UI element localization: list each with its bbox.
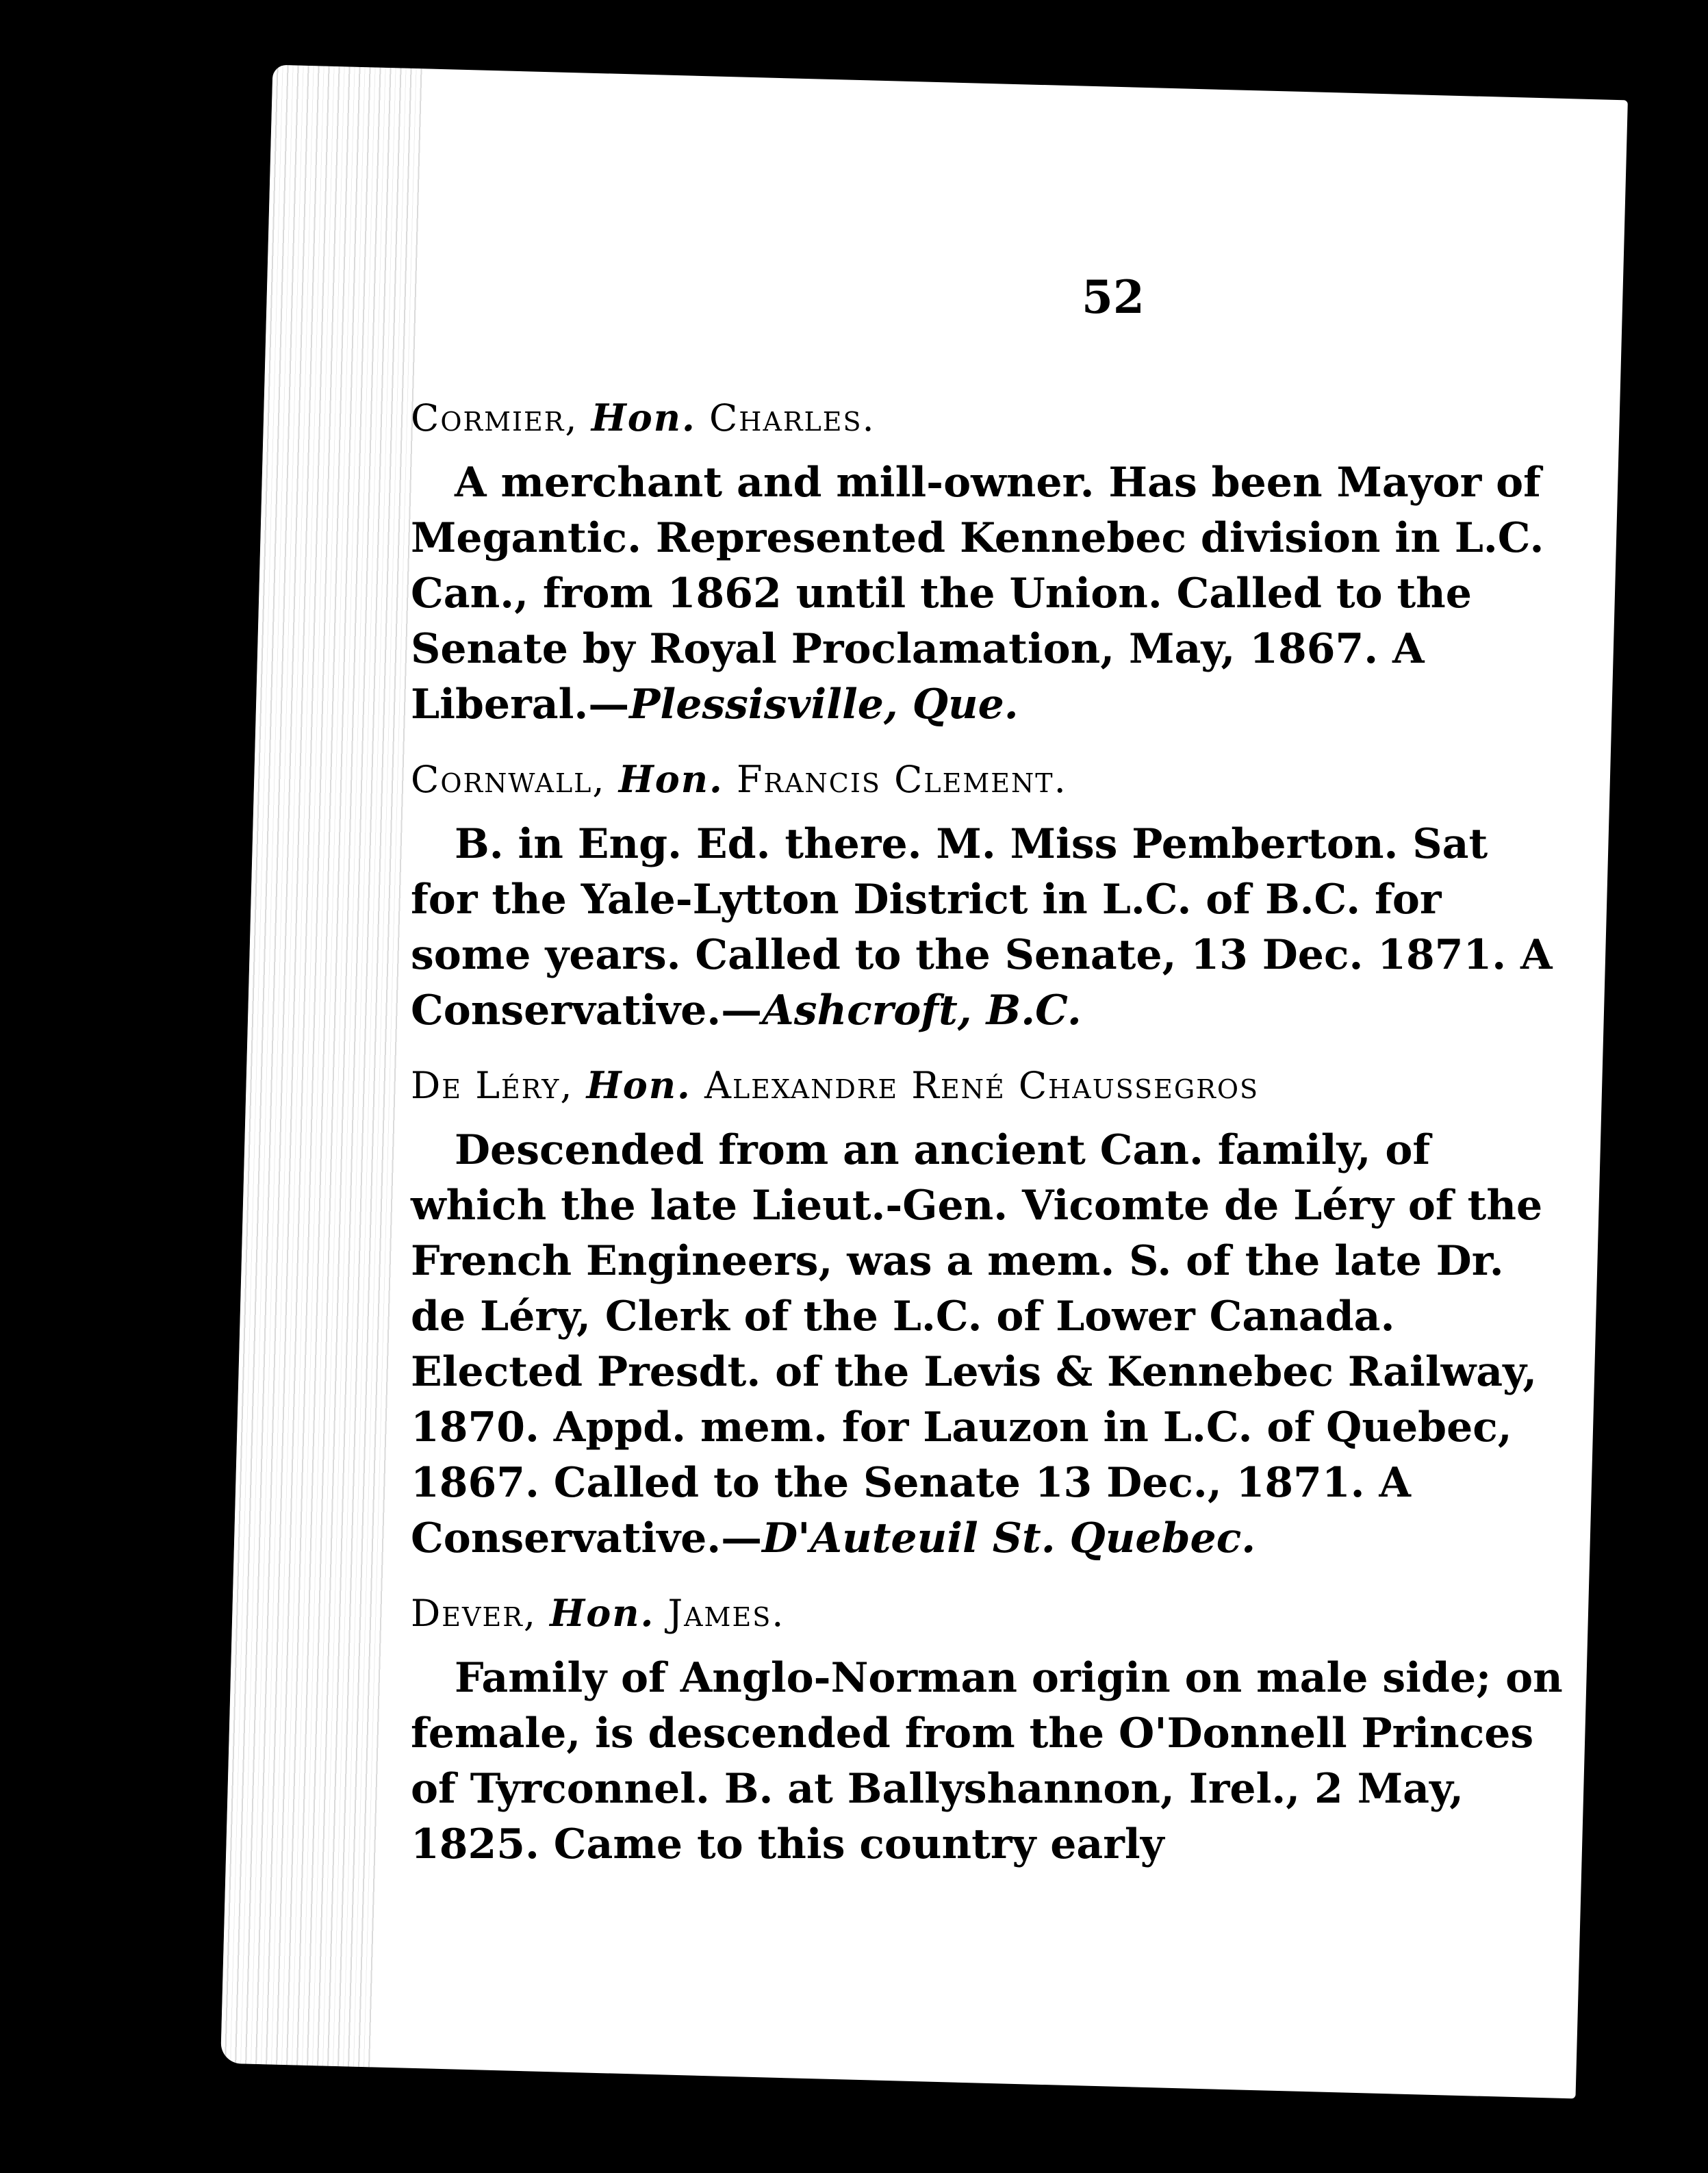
entry-surname: Dever,	[411, 1592, 537, 1635]
entry-residence: Ashcroft, B.C.	[762, 987, 1082, 1034]
entry-given-name: Charles.	[709, 396, 876, 440]
entry-text: Descended from an ancient Can. family, of which the late Lieut.-Gen. Vicomte de Léry of the French Engineers, was a mem. S. of the late Dr. de Léry, Clerk of the L.C. of Lower Canada. Elected Presdt. of the Levis & Kennebec Railway, 1870. Appd. mem. for Lauzon in L.C. of Quebec, 1867. Called to the Senate 13 Dec., 1871. A Conservative.—	[411, 1126, 1543, 1562]
entry-body	[411, 817, 1568, 1039]
entry-cormier	[411, 390, 1568, 733]
entry-given-name: James.	[667, 1592, 785, 1635]
entry-honorific: Hon.	[618, 757, 724, 801]
entry-body	[411, 455, 1568, 733]
entry-residence: D'Auteuil St. Quebec.	[762, 1514, 1256, 1562]
entry-text: B. in Eng. Ed. there. M. Miss Pemberton. Sat for the Yale-Lytton District in L.C. of B.C. for some years. Called to the Senate, 13 Dec. 1871. A Conservative.—	[411, 820, 1553, 1034]
entry-given-name: Alexandre René Chaussegros	[704, 1064, 1260, 1107]
entry-surname: De Léry,	[411, 1064, 574, 1107]
entry-body	[411, 1651, 1568, 1872]
entry-heading	[411, 752, 1568, 807]
entry-text: Family of Anglo-Norman origin on male side; on female, is descended from the O'Donnell Princes of Tyrconnel. B. at Ballyshannon, Irel., 2 May, 1825. Came to this country early	[411, 1654, 1563, 1868]
entry-dever	[411, 1586, 1568, 1872]
entry-de-lery	[411, 1058, 1568, 1566]
entry-text: A merchant and mill-owner. Has been Mayor of Megantic. Represented Kennebec division in L.C. Can., from 1862 until the Union. Called to the Senate by Royal Proclamation, May, 1867. A Liberal.—	[411, 459, 1544, 728]
entry-heading	[411, 1058, 1568, 1113]
page-text	[411, 260, 1568, 1892]
entry-heading	[411, 1586, 1568, 1641]
entry-surname: Cornwall,	[411, 758, 606, 801]
entry-body	[411, 1123, 1568, 1566]
entry-residence: Plessisville, Que.	[629, 681, 1019, 728]
entry-honorific: Hon.	[591, 396, 696, 440]
entry-cornwall	[411, 752, 1568, 1039]
page-edge-shading	[220, 65, 423, 2068]
entry-given-name: Francis Clement.	[737, 758, 1067, 801]
entry-heading	[411, 390, 1568, 446]
entry-honorific: Hon.	[586, 1063, 691, 1107]
page-number: 52	[1082, 270, 1145, 324]
entry-surname: Cormier,	[411, 396, 578, 440]
entry-honorific: Hon.	[550, 1591, 655, 1635]
